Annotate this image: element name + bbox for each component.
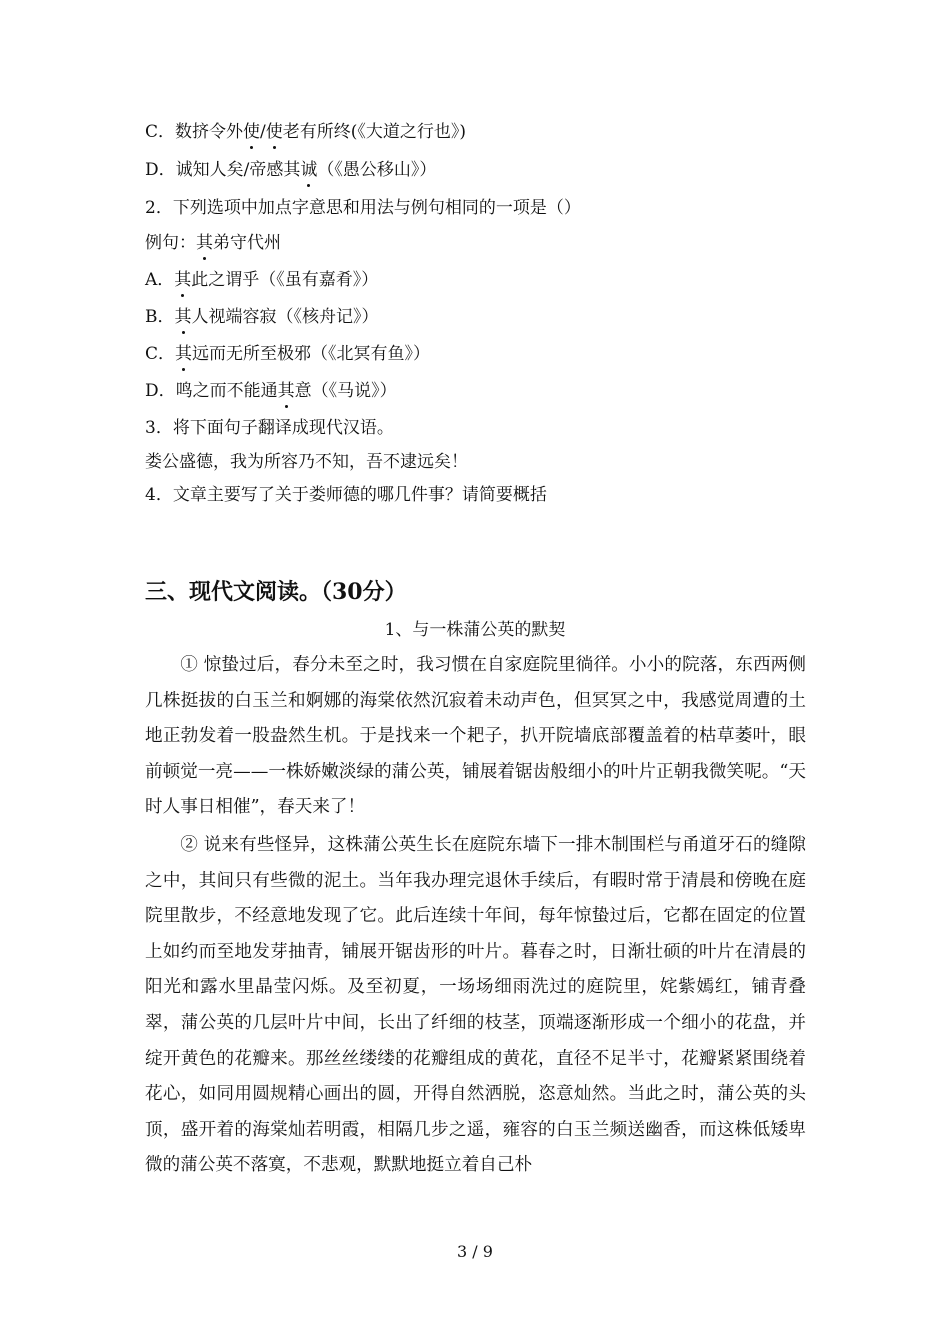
question-2-option-a: [145, 268, 378, 292]
question-3-stem: 3．将下面句子翻译成现代汉语。: [145, 418, 394, 438]
option-text: C．: [145, 344, 176, 364]
question-3-sentence: 娄公盛德，我为所容乃不知，吾不逮远矣！: [145, 452, 468, 472]
question-2-option-b: [145, 305, 379, 329]
option-text: A．: [145, 270, 175, 290]
question-2-stem: 2．下列选项中加点字意思和用法与例句相同的一项是（）: [145, 198, 581, 218]
option-text: B．: [145, 307, 175, 327]
question-4-stem: 4．文章主要写了关于娄师德的哪几件事？请简要概括: [145, 485, 547, 505]
article-title: 1、与一株蒲公英的默契: [384, 620, 566, 640]
dotted-char: 其: [175, 344, 193, 364]
option-text: C．数挤令外: [145, 122, 244, 142]
option-text: D．鸣之而不能通: [145, 381, 278, 401]
dotted-char: 诚: [300, 160, 318, 180]
dotted-char: 其: [196, 233, 213, 253]
page-number: 3 / 9: [457, 1242, 493, 1261]
section-title: 三、现代文阅读。（30分）: [145, 579, 407, 605]
dotted-char: 其: [277, 381, 295, 401]
option-text: 远而无所至极邪（《北冥有鱼》）: [192, 344, 431, 364]
question-1-option-c: [145, 120, 466, 144]
dotted-char: 其: [174, 270, 192, 290]
question-2-option-d: [145, 379, 397, 403]
option-text: 老有所终(《大道之行也》): [282, 122, 467, 142]
dotted-char: 其: [174, 307, 192, 327]
option-text: 人视端容寂（《核舟记》）: [191, 307, 379, 327]
option-text: D．诚知人矣/帝感其: [145, 160, 301, 180]
question-2-example: [145, 231, 281, 255]
option-text: （《愚公移山》）: [317, 160, 437, 180]
dotted-char: 使: [243, 122, 261, 142]
question-2-option-c: [145, 342, 430, 366]
option-text: /: [260, 122, 266, 142]
article-paragraph-2: ② 说来有些怪异，这株蒲公英生长在庭院东墙下一排木制围栏与甬道牙石的缝隙之中，其间只有些微的泥土。当年我办理完退休手续后，有暇时常于清晨和傍晚在庭院里散步，不经意地发现了它。此后连续十年间，每年惊蛰过后，它都在固定的位置上如约而至地发芽抽青，铺展开锯齿形的叶片。暮春之时，日渐壮硕的叶片在清晨的阳光和露水里晶莹闪烁。及至初夏，一场场细雨洗过的庭院里，姹紫嫣红，铺青叠翠，蒲公英的几层叶片中间，长出了纤细的枝茎，顶端逐渐形成一个细小的花盘，并绽开黄色的花瓣来。那丝丝缕缕的花瓣组成的黄花，直径不足半寸，花瓣紧紧围绕着花心，如同用圆规精心画出的圆，开得自然洒脱，恣意灿然。当此之时，蒲公英的头顶，盛开着的海棠灿若明霞，相隔几步之遥，雍容的白玉兰频送幽香，而这株低矮卑微的蒲公英不落寞，不悲观，默默地挺立着自己朴: [145, 835, 806, 1176]
article-paragraph-1: ① 惊蛰过后，春分未至之时，我习惯在自家庭院里徜徉。小小的院落，东西两侧几株挺拔的白玉兰和婀娜的海棠依然沉寂着未动声色，但冥冥之中，我感觉周遭的土地正勃发着一股盎然生机。于是找来一个耙子，扒开院墙底部覆盖着的枯草萎叶，眼前顿觉一亮——一株娇嫩淡绿的蒲公英，铺展着锯齿般细小的叶片正朝我微笑呢。“天时人事日相催”，春天来了！: [145, 655, 806, 818]
dotted-char: 使: [265, 122, 283, 142]
option-text: 此之谓乎（《虽有嘉肴》）: [191, 270, 379, 290]
example-text: 弟守代州: [213, 233, 281, 253]
question-1-option-d: [145, 158, 436, 182]
option-text: 意（《马说》）: [294, 381, 397, 401]
example-prefix: 例句：: [145, 233, 196, 253]
